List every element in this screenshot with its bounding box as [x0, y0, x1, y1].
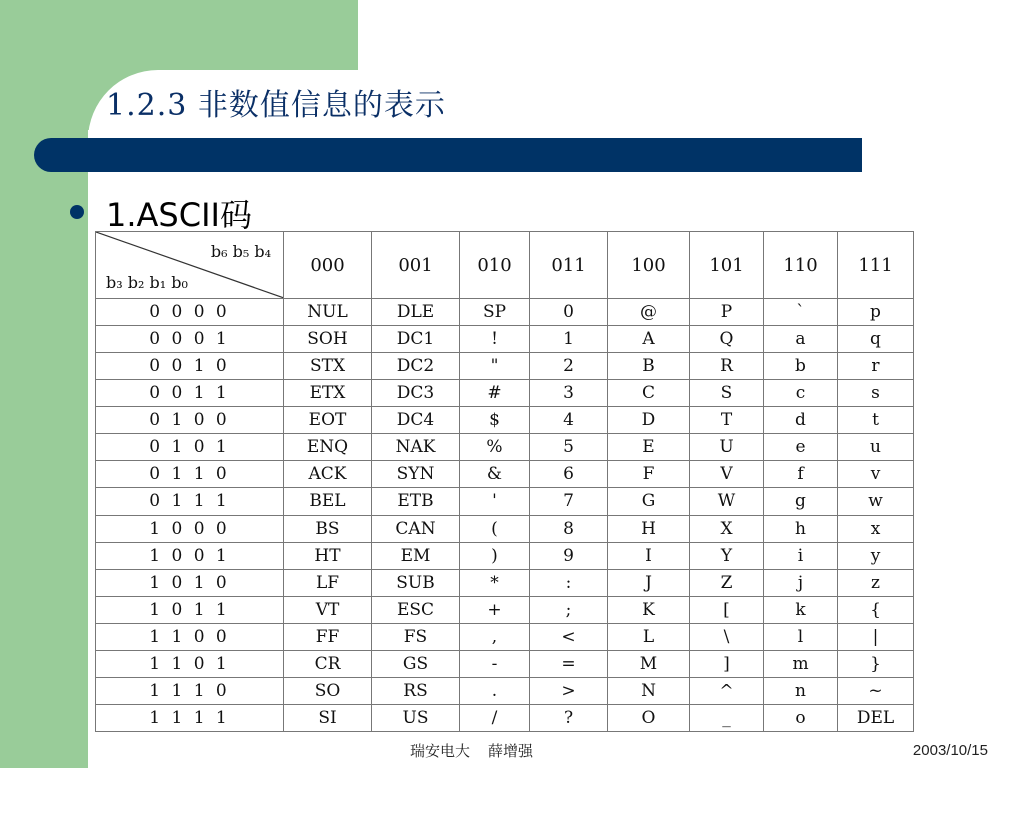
table-row	[96, 299, 914, 326]
row-header: 1 1 1 1	[96, 704, 284, 731]
column-bits-label: b₆ b₅ b₄	[210, 242, 271, 261]
table-cell: 3	[530, 380, 608, 407]
table-cell: #	[460, 380, 530, 407]
table-cell: h	[764, 515, 838, 542]
table-cell: r	[838, 353, 914, 380]
table-row	[96, 353, 914, 380]
table-cell: RS	[372, 677, 460, 704]
table-cell: _	[690, 704, 764, 731]
table-cell: f	[764, 461, 838, 488]
row-header: 0 0 1 0	[96, 353, 284, 380]
table-cell: BEL	[284, 488, 372, 515]
table-body	[96, 299, 914, 732]
table-cell: 7	[530, 488, 608, 515]
table-cell: P	[690, 299, 764, 326]
table-row	[96, 515, 914, 542]
table-cell: ACK	[284, 461, 372, 488]
table-cell: ETB	[372, 488, 460, 515]
table-cell: DEL	[838, 704, 914, 731]
table-cell: ^	[690, 677, 764, 704]
table-cell: ENQ	[284, 434, 372, 461]
table-cell: NUL	[284, 299, 372, 326]
table-cell: M	[608, 650, 690, 677]
table-cell: DC2	[372, 353, 460, 380]
table-row	[96, 677, 914, 704]
table-cell: 1	[530, 326, 608, 353]
table-cell: B	[608, 353, 690, 380]
table-cell: =	[530, 650, 608, 677]
table-cell: S	[690, 380, 764, 407]
row-header: 0 1 1 1	[96, 488, 284, 515]
table-row	[96, 434, 914, 461]
row-header: 0 1 0 0	[96, 407, 284, 434]
table-cell: y	[838, 542, 914, 569]
table-cell: `	[764, 299, 838, 326]
table-row	[96, 380, 914, 407]
table-cell: GS	[372, 650, 460, 677]
column-header: 101	[690, 232, 764, 299]
table-cell: ?	[530, 704, 608, 731]
table-row	[96, 704, 914, 731]
column-header: 000	[284, 232, 372, 299]
table-cell: DC4	[372, 407, 460, 434]
row-header: 1 0 0 0	[96, 515, 284, 542]
row-header: 1 1 0 1	[96, 650, 284, 677]
column-header: 110	[764, 232, 838, 299]
table-cell: w	[838, 488, 914, 515]
table-cell: a	[764, 326, 838, 353]
table-cell: SO	[284, 677, 372, 704]
table-cell: o	[764, 704, 838, 731]
table-cell: 4	[530, 407, 608, 434]
table-cell: R	[690, 353, 764, 380]
footer-school: 瑞安电大	[410, 742, 471, 760]
table-cell: BS	[284, 515, 372, 542]
table-row	[96, 461, 914, 488]
table-row	[96, 623, 914, 650]
table-cell: 9	[530, 542, 608, 569]
table-cell: 5	[530, 434, 608, 461]
table-cell: SI	[284, 704, 372, 731]
table-cell: %	[460, 434, 530, 461]
row-header: 1 1 0 0	[96, 623, 284, 650]
table-cell: DLE	[372, 299, 460, 326]
table-cell: Z	[690, 569, 764, 596]
table-cell: +	[460, 596, 530, 623]
column-header: 001	[372, 232, 460, 299]
table-cell: X	[690, 515, 764, 542]
footer-author: 薛增强	[488, 742, 534, 760]
table-cell: $	[460, 407, 530, 434]
table-cell: >	[530, 677, 608, 704]
table-cell: n	[764, 677, 838, 704]
table-cell: 0	[530, 299, 608, 326]
row-header: 0 0 0 1	[96, 326, 284, 353]
table-cell: SYN	[372, 461, 460, 488]
column-header: 011	[530, 232, 608, 299]
footer-credit	[410, 740, 533, 761]
row-header: 1 0 1 1	[96, 596, 284, 623]
table-cell: <	[530, 623, 608, 650]
table-row	[96, 407, 914, 434]
footer-date: 2003/10/15	[912, 742, 988, 759]
row-header: 1 1 1 0	[96, 677, 284, 704]
title-underline-bar	[34, 138, 862, 172]
table-cell: W	[690, 488, 764, 515]
table-cell: {	[838, 596, 914, 623]
ascii-table	[95, 231, 914, 732]
table-cell: }	[838, 650, 914, 677]
row-header: 1 0 1 0	[96, 569, 284, 596]
table-cell: ESC	[372, 596, 460, 623]
table-cell: L	[608, 623, 690, 650]
table-cell: k	[764, 596, 838, 623]
table-row	[96, 326, 914, 353]
table-cell: E	[608, 434, 690, 461]
table-cell: STX	[284, 353, 372, 380]
row-header: 0 0 1 1	[96, 380, 284, 407]
table-cell: ,	[460, 623, 530, 650]
table-row	[96, 542, 914, 569]
table-cell: Q	[690, 326, 764, 353]
table-cell: O	[608, 704, 690, 731]
table-cell: 2	[530, 353, 608, 380]
table-cell: x	[838, 515, 914, 542]
table-cell: :	[530, 569, 608, 596]
table-cell: CAN	[372, 515, 460, 542]
table-cell: F	[608, 461, 690, 488]
table-cell: N	[608, 677, 690, 704]
row-header: 0 1 0 1	[96, 434, 284, 461]
table-cell: H	[608, 515, 690, 542]
table-cell: A	[608, 326, 690, 353]
table-cell: US	[372, 704, 460, 731]
table-cell: m	[764, 650, 838, 677]
table-cell: J	[608, 569, 690, 596]
row-header: 0 1 1 0	[96, 461, 284, 488]
table-cell: I	[608, 542, 690, 569]
bullet-icon	[70, 205, 84, 219]
table-cell: G	[608, 488, 690, 515]
column-header: 010	[460, 232, 530, 299]
corner-header-cell	[96, 232, 284, 299]
table-cell: ;	[530, 596, 608, 623]
table-cell: !	[460, 326, 530, 353]
table-cell: K	[608, 596, 690, 623]
table-cell: FF	[284, 623, 372, 650]
column-header: 111	[838, 232, 914, 299]
row-bits-label: b₃ b₂ b₁ b₀	[106, 273, 188, 292]
column-header: 100	[608, 232, 690, 299]
table-cell: '	[460, 488, 530, 515]
table-cell: D	[608, 407, 690, 434]
table-cell: U	[690, 434, 764, 461]
table-cell: ]	[690, 650, 764, 677]
table-row	[96, 596, 914, 623]
table-cell: FS	[372, 623, 460, 650]
table-cell: T	[690, 407, 764, 434]
table-cell: .	[460, 677, 530, 704]
table-cell: z	[838, 569, 914, 596]
table-cell: i	[764, 542, 838, 569]
table-cell: b	[764, 353, 838, 380]
table-cell: s	[838, 380, 914, 407]
table-cell: d	[764, 407, 838, 434]
table-cell: Y	[690, 542, 764, 569]
table-cell: DC3	[372, 380, 460, 407]
row-header: 0 0 0 0	[96, 299, 284, 326]
table-cell: t	[838, 407, 914, 434]
table-cell: j	[764, 569, 838, 596]
table-row	[96, 650, 914, 677]
table-cell: e	[764, 434, 838, 461]
table-cell: EM	[372, 542, 460, 569]
table-cell: c	[764, 380, 838, 407]
table-cell: NAK	[372, 434, 460, 461]
table-cell: VT	[284, 596, 372, 623]
table-cell: HT	[284, 542, 372, 569]
table-cell: V	[690, 461, 764, 488]
table-cell: 6	[530, 461, 608, 488]
table-cell: /	[460, 704, 530, 731]
table-cell: DC1	[372, 326, 460, 353]
row-header: 1 0 0 1	[96, 542, 284, 569]
table-cell: l	[764, 623, 838, 650]
table-cell: &	[460, 461, 530, 488]
table-row	[96, 569, 914, 596]
table-cell: ~	[838, 677, 914, 704]
table-cell: @	[608, 299, 690, 326]
table-cell: q	[838, 326, 914, 353]
table-cell: |	[838, 623, 914, 650]
table-cell: "	[460, 353, 530, 380]
table-cell: g	[764, 488, 838, 515]
table-row	[96, 488, 914, 515]
table-cell: CR	[284, 650, 372, 677]
slide-title: 1.2.3 非数值信息的表示	[106, 88, 446, 123]
table-cell: SOH	[284, 326, 372, 353]
table-cell: [	[690, 596, 764, 623]
table-cell: p	[838, 299, 914, 326]
table-cell: ETX	[284, 380, 372, 407]
table-cell: EOT	[284, 407, 372, 434]
table-cell: u	[838, 434, 914, 461]
table-cell: -	[460, 650, 530, 677]
slide-subtitle: 1.ASCII码	[106, 196, 252, 234]
table-cell: v	[838, 461, 914, 488]
table-cell: LF	[284, 569, 372, 596]
table-cell: *	[460, 569, 530, 596]
table-cell: 8	[530, 515, 608, 542]
table-header-row	[96, 232, 914, 299]
table-cell: SUB	[372, 569, 460, 596]
table-cell: \	[690, 623, 764, 650]
table-cell: SP	[460, 299, 530, 326]
table-cell: )	[460, 542, 530, 569]
table-cell: (	[460, 515, 530, 542]
table-cell: C	[608, 380, 690, 407]
